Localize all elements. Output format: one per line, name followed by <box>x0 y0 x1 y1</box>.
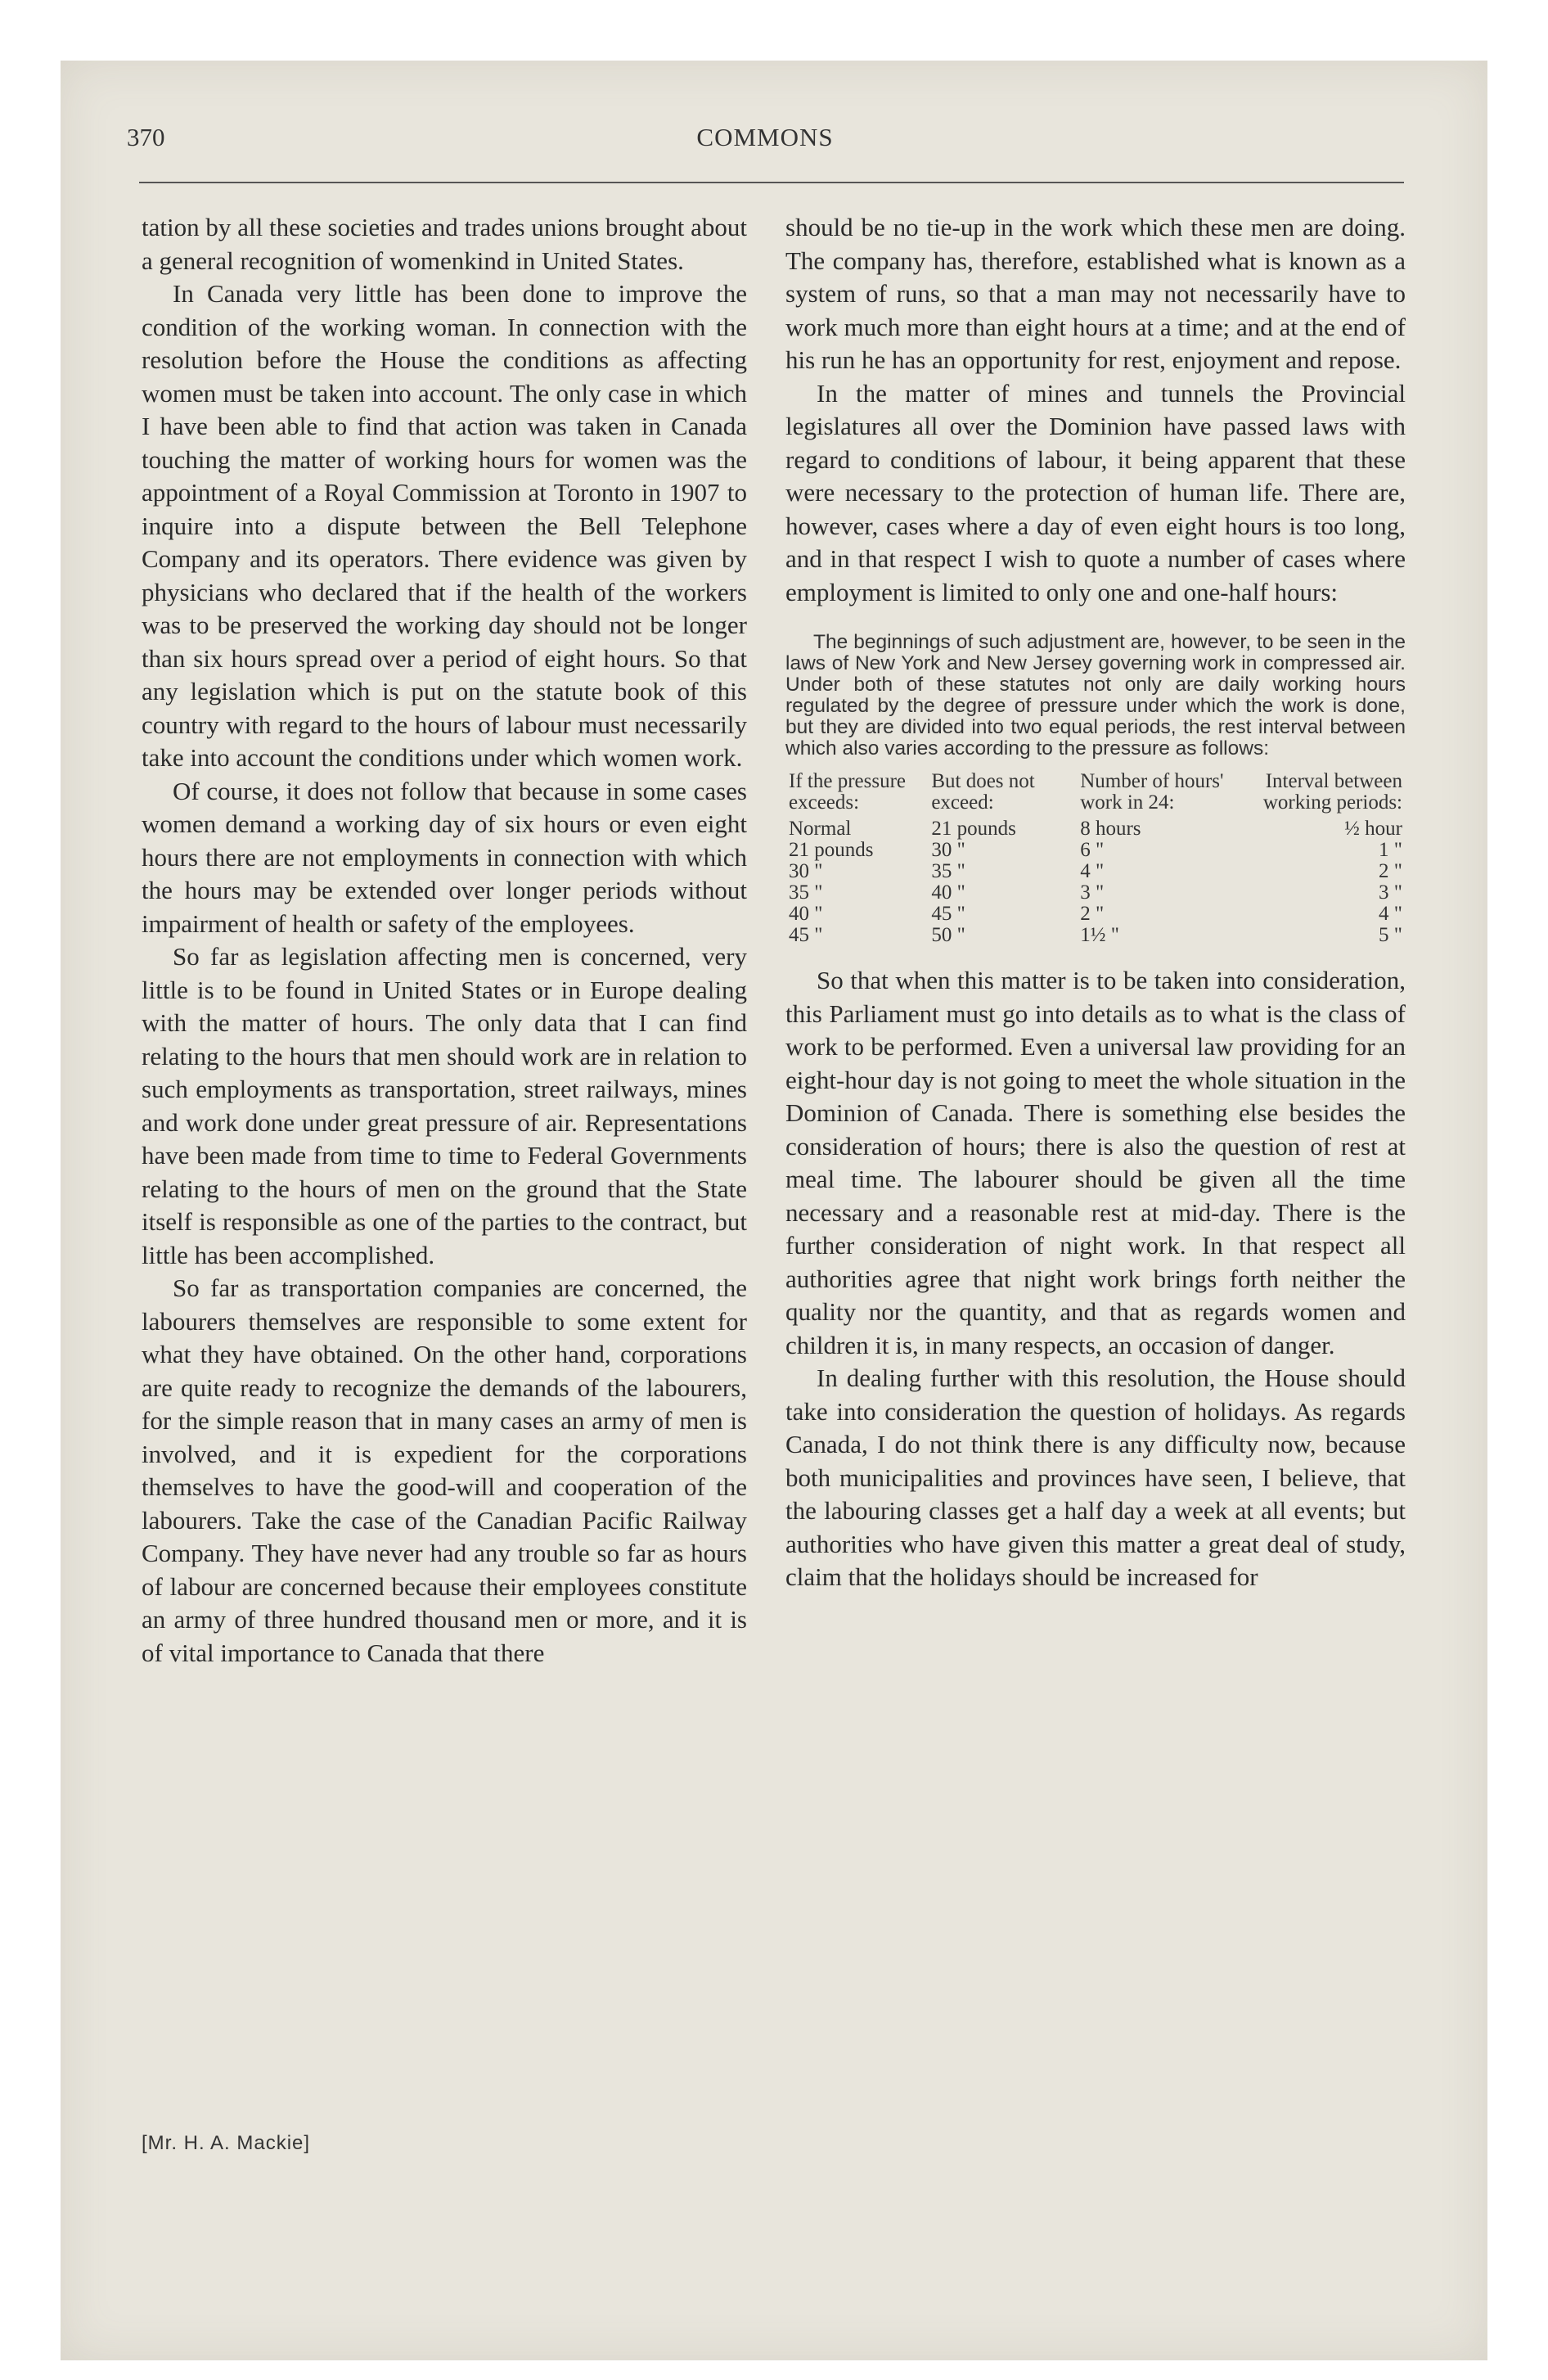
table-cell: 6 " <box>1080 839 1105 861</box>
table-header-cell: If the pressure exceeds: <box>789 770 906 814</box>
block-quote <box>785 632 1406 760</box>
table-cell: 50 " <box>931 924 965 946</box>
table-cell: Normal <box>789 818 852 840</box>
table-header-row <box>785 771 1406 818</box>
left-column <box>142 211 747 1670</box>
table-cell: 4 " <box>1080 860 1105 882</box>
table-cell: 8 hours <box>1080 818 1141 840</box>
table-cell: 30 " <box>931 839 965 861</box>
table-cell: 1½ " <box>1080 924 1119 946</box>
paragraph: So far as transportation companies are concerned, the labourers themselves are responsible to some extent for what they have obtained. On the other hand, corporations are quite ready to recognize the demands of the labourers, for the simple reason that in many cases an army of men is involved, and it is expedient for the corporations themselves to have the good-will and cooperation of the labourers. Take the case of the Canadian Pacific Railway Company. They have never had any trouble so far as hours of labour are concerned because their employees constitute an army of three hundred thousand men or more, and it is of vital importance to Canada that there <box>142 1273 747 1667</box>
header-rule <box>139 182 1404 183</box>
table-cell: 45 " <box>789 924 823 946</box>
speaker-footer: [Mr. H. A. Mackie] <box>142 2132 311 2154</box>
table-cell: 5 " <box>1379 924 1402 946</box>
table-row <box>785 818 1406 840</box>
table-cell: 45 " <box>931 903 965 925</box>
table-header-cell: But does not exceed: <box>931 770 1035 814</box>
table-cell: 35 " <box>931 860 965 882</box>
paragraph: So that when this matter is to be taken into consideration, this Parliament must go into details as to what is the class of work to be performed. Even a universal law providing for an eight-hour day is not going to meet the whole situation in the Dominion of Canada. There is something else besides the consideration of hours; there is also the question of rest at meal time. The labourer should be given all the time necessary and a reasonable rest at mid-day. There is the further consideration of night work. In that respect all authorities agree that night work brings forth neither the quality nor the quantity, and that as regards women and children it is, in many respects, an occasion of danger. <box>785 966 1406 1359</box>
table-cell: 2 " <box>1379 860 1402 882</box>
right-column <box>785 211 1406 1594</box>
paragraph: So far as legislation affecting men is concerned, very little is to be found in United States or in Europe dealing with the matter of hours. The only data that I can find relating to the hours that men should work are in relation to such employments as transportation, street railways, mines and work done under great pressure of air. Representations have been made from time to time to Federal Governments relating to the hours of men on the ground that the State itself is responsible as one of the parties to the contract, but little has been accomplished. <box>142 942 747 1269</box>
table-cell: 2 " <box>1080 903 1105 925</box>
quote-text: The beginnings of such adjustment are, however, to be seen in the laws of New York and New Jersey governing work in compressed air. Under both of these statutes not only are daily working hours regulated by the degree of pressure under which the work is done, but they are divided into two equal periods, the rest interval between which also varies according to the pressure as follows: <box>785 631 1406 760</box>
pressure-hours-table <box>785 771 1406 946</box>
table-row <box>785 840 1406 861</box>
table-row <box>785 861 1406 882</box>
table-row <box>785 882 1406 904</box>
table-cell: ½ hour <box>1344 818 1402 840</box>
table-header-cell: Interval between working periods: <box>1262 770 1402 814</box>
table-cell: 21 pounds <box>931 818 1016 840</box>
running-title: COMMONS <box>696 123 834 151</box>
page-header <box>127 123 1403 164</box>
paragraph: In Canada very little has been done to improve the condition of the working woman. In connection with the resolution before the House the conditions as affecting women must be taken into account. The only case in which I have been able to find that action was taken in Canada touching the matter of working hours for women was the appointment of a Royal Commission at Toronto in 1907 to inquire into a dispute between the Bell Telephone Company and its operators. There evidence was given by physicians who declared that if the health of the workers was to be preserved the working day should not be longer than six hours spread over a period of eight hours. So that any legislation which is put on the statute book of this country with regard to the hours of labour must necessarily take into account the conditions under which women work. <box>142 279 747 772</box>
paragraph: should be no tie-up in the work which these men are doing. The company has, therefore, established what is known as a system of runs, so that a man may not necessarily have to work much more than eight hours at a time; and at the end of his run he has an opportunity for rest, enjoyment and repose. <box>785 213 1406 374</box>
table-row <box>785 925 1406 946</box>
table-cell: 4 " <box>1379 903 1402 925</box>
paragraph: In dealing further with this resolution, the House should take into consideration the question of holidays. As regards Canada, I do not think there is any difficulty now, because both municipalities and provinces have seen, I believe, that the labouring classes get a half day a week at all events; but authorities who have given this matter a great deal of study, claim that the holidays should be increased for <box>785 1364 1406 1591</box>
table-cell: 40 " <box>789 903 823 925</box>
page-number: 370 <box>127 123 165 151</box>
table-cell: 1 " <box>1379 839 1402 861</box>
paragraph: In the matter of mines and tunnels the Provincial legislatures all over the Dominion have passed laws with regard to conditions of labour, it being apparent that these were necessary to the protection of human life. There are, however, cases where a day of even eight hours is too long, and in that respect I wish to quote a number of cases where employment is limited to only one and one-half hours: <box>785 378 1406 606</box>
paragraph: Of course, it does not follow that because in some cases women demand a working day of six hours or even eight hours there are not employments in connection with which the hours may be extended over longer periods without impairment of health or safety of the employees. <box>142 776 747 938</box>
table-cell: 3 " <box>1080 881 1105 904</box>
table-cell: 21 pounds <box>789 839 874 861</box>
table-cell: 35 " <box>789 881 823 904</box>
table-cell: 40 " <box>931 881 965 904</box>
table-row <box>785 904 1406 925</box>
table-header-cell: Number of hours' work in 24: <box>1080 770 1224 814</box>
table-cell: 30 " <box>789 860 823 882</box>
table-cell: 3 " <box>1379 881 1402 904</box>
paragraph: tation by all these societies and trades unions brought about a general recognition of womenkind in United States. <box>142 213 747 275</box>
